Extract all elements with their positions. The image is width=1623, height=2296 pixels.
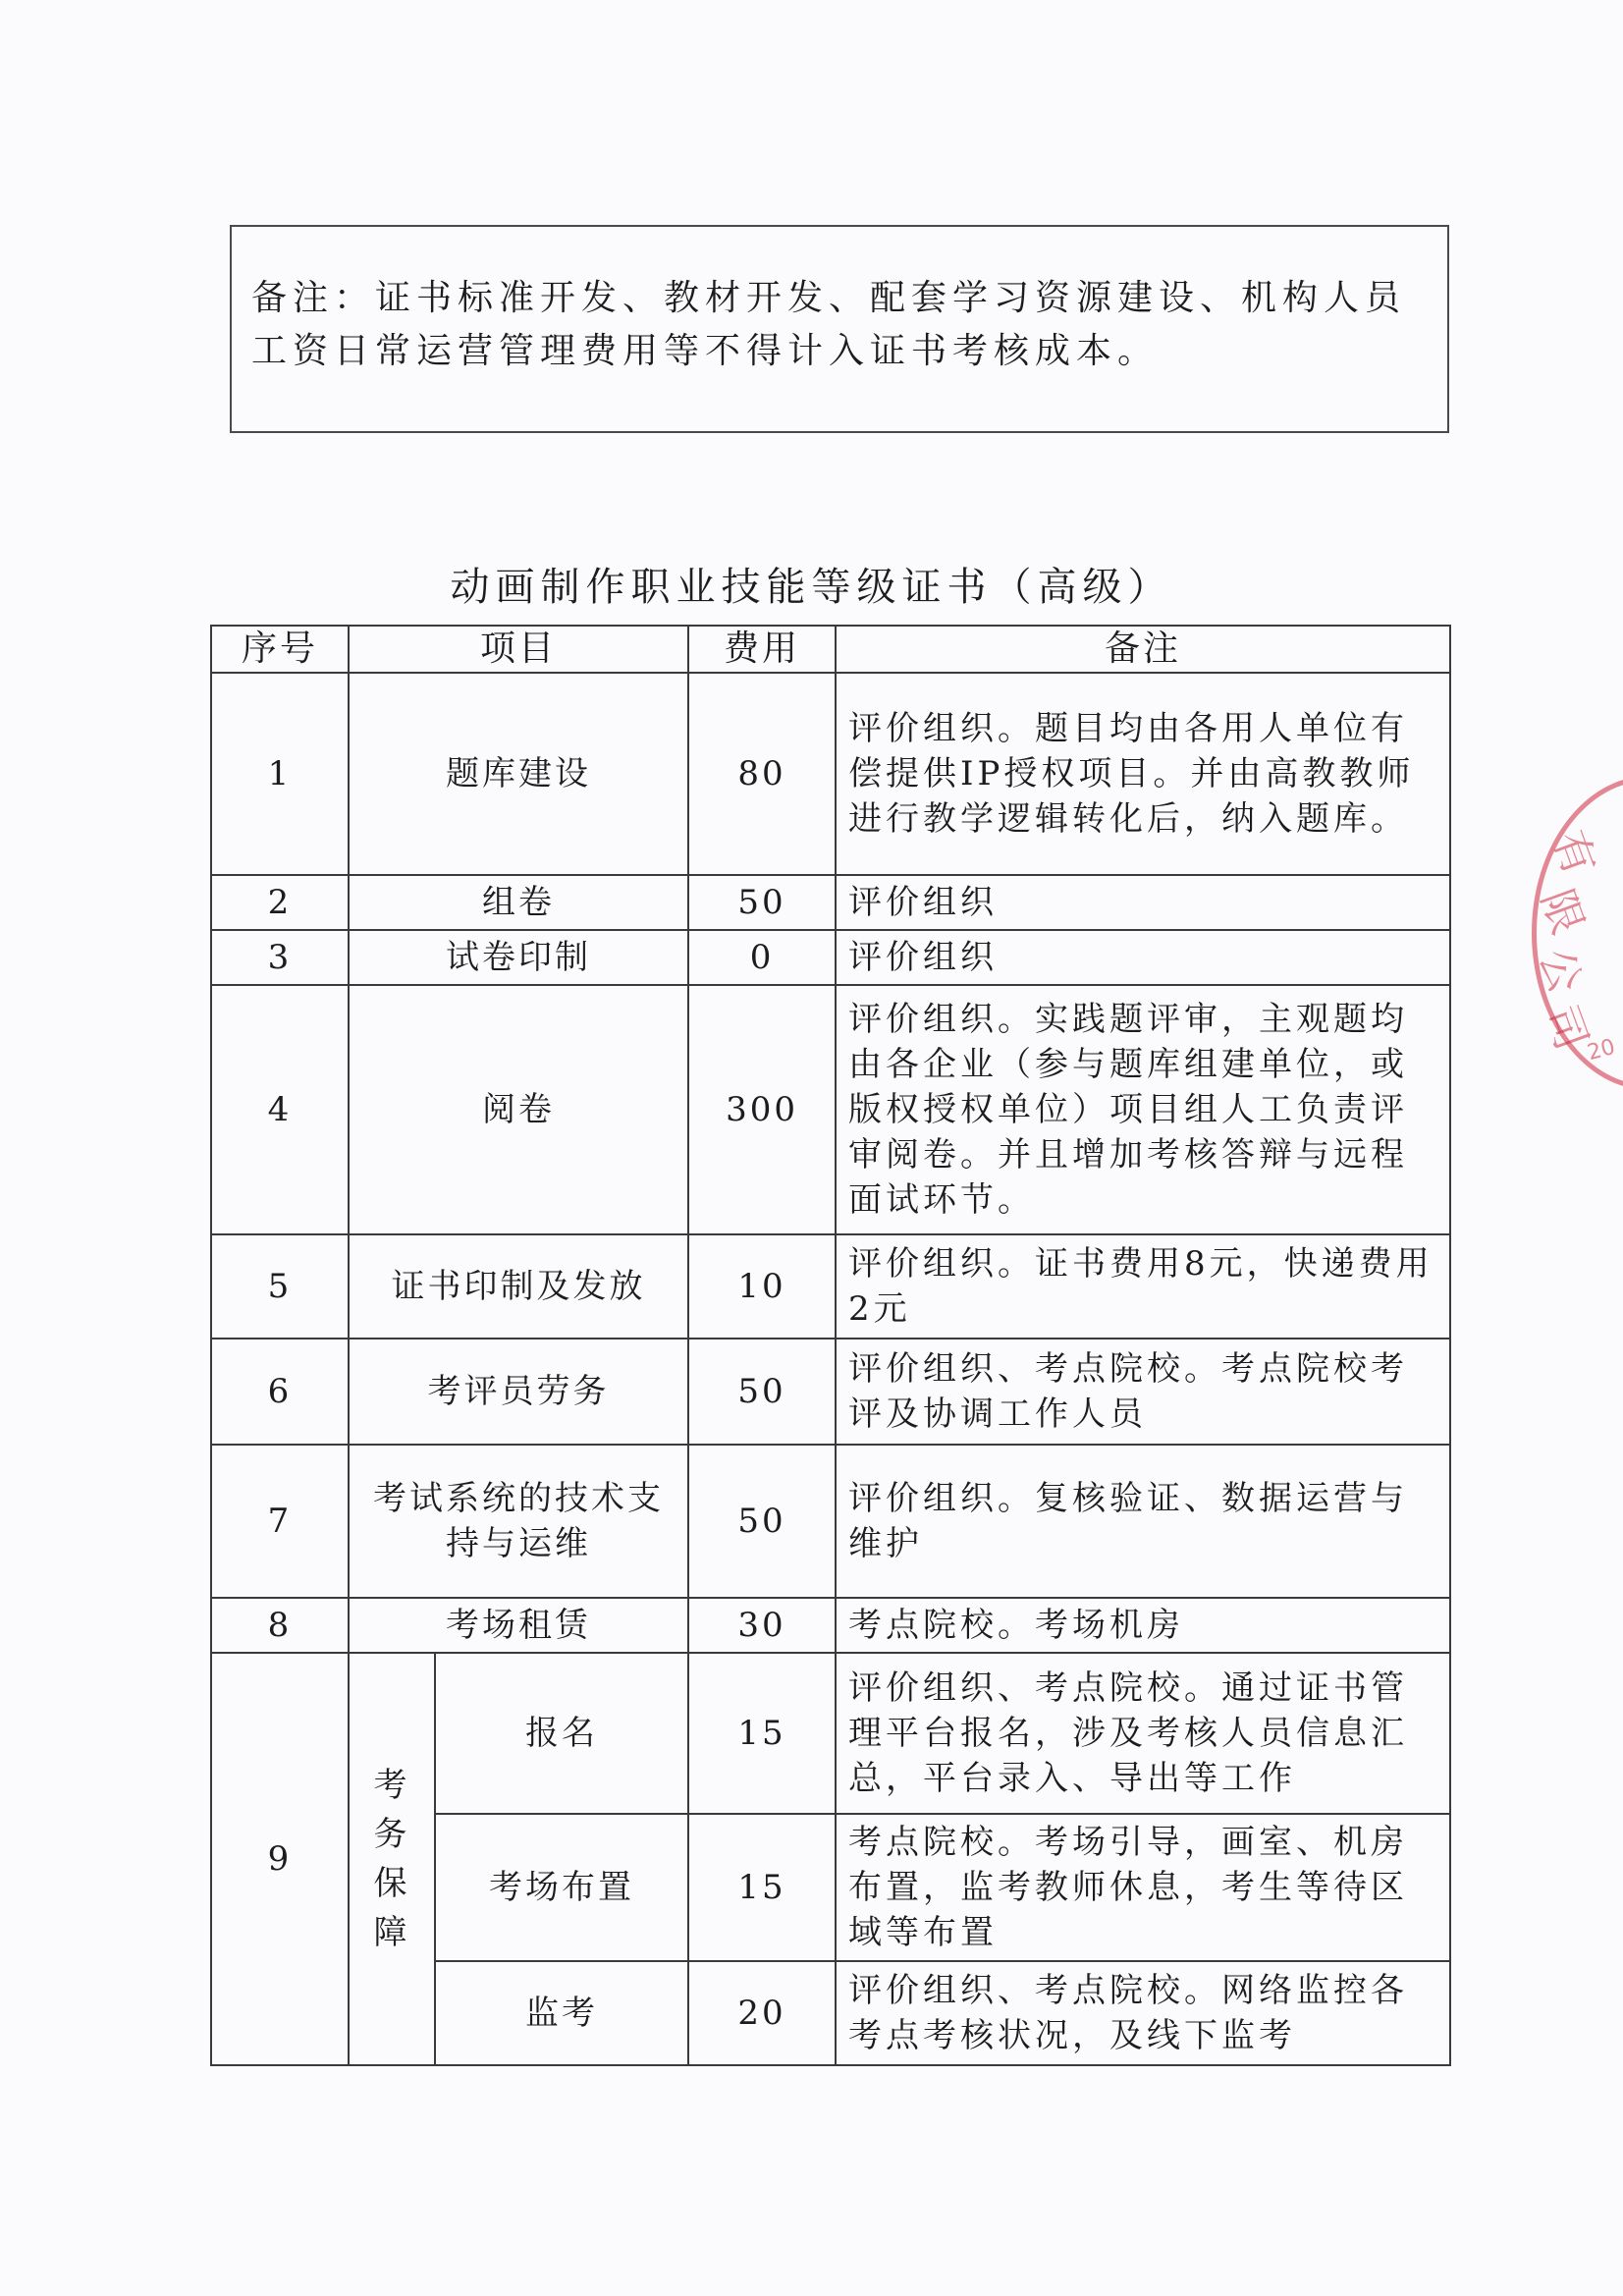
header-remark: 备注 — [836, 626, 1450, 673]
row-remark: 考点院校。考场机房 — [836, 1598, 1450, 1653]
fee-table — [210, 625, 1451, 2066]
row-no: 8 — [211, 1598, 349, 1653]
table-row — [211, 875, 1450, 930]
header-fee: 费用 — [688, 626, 836, 673]
row-remark: 评价组织、考点院校。考点院校考评及协调工作人员 — [836, 1339, 1450, 1445]
row-no: 7 — [211, 1445, 349, 1598]
subrow-item: 考场布置 — [435, 1814, 688, 1961]
row-remark: 评价组织。复核验证、数据运营与维护 — [836, 1445, 1450, 1598]
row-remark: 评价组织。证书费用8元，快递费用2元 — [836, 1234, 1450, 1339]
row-remark: 评价组织。题目均由各用人单位有偿提供IP授权项目。并由高教教师进行教学逻辑转化后，纳入题库。 — [836, 673, 1450, 875]
row-fee: 50 — [688, 875, 836, 930]
row-fee: 80 — [688, 673, 836, 875]
cost-note-text: 备注：证书标准开发、教材开发、配套学习资源建设、机构人员工资日常运营管理费用等不得计入证书考核成本。 — [251, 278, 1407, 371]
subrow-remark: 考点院校。考场引导，画室、机房布置，监考教师休息，考生等待区域等布置 — [836, 1814, 1450, 1961]
table-row — [211, 930, 1450, 985]
row-fee: 50 — [688, 1445, 836, 1598]
group-label-char: 保 — [373, 1864, 410, 1903]
row-no: 1 — [211, 673, 349, 875]
row-fee: 30 — [688, 1598, 836, 1653]
seal-year: 20 — [1585, 1034, 1618, 1066]
row-item: 组卷 — [349, 875, 688, 930]
subrow-fee: 15 — [688, 1814, 836, 1961]
seal-char: 公 — [1529, 942, 1592, 1000]
seal-char: 限 — [1531, 883, 1594, 941]
seal-char: 司 — [1535, 999, 1597, 1057]
group-label-char: 考 — [373, 1766, 410, 1805]
row-no: 3 — [211, 930, 349, 985]
table-row — [211, 673, 1450, 875]
row-fee: 300 — [688, 985, 836, 1234]
seal-char: 有 — [1542, 824, 1605, 882]
subrow-fee: 15 — [688, 1653, 836, 1814]
row-item: 考场租赁 — [349, 1598, 688, 1653]
subrow-fee: 20 — [688, 1961, 836, 2065]
row-remark: 评价组织 — [836, 930, 1450, 985]
subrow-remark: 评价组织、考点院校。通过证书管理平台报名，涉及考核人员信息汇总，平台录入、导出等工作 — [836, 1653, 1450, 1814]
table-row — [211, 985, 1450, 1234]
row-item: 考评员劳务 — [349, 1339, 688, 1445]
row-no: 6 — [211, 1339, 349, 1445]
document-title: 动画制作职业技能等级证书（高级） — [450, 565, 1173, 610]
header-item: 项目 — [349, 626, 688, 673]
row-item: 证书印制及发放 — [349, 1234, 688, 1339]
subrow-item: 报名 — [435, 1653, 688, 1814]
row-fee: 10 — [688, 1234, 836, 1339]
row-item: 试卷印制 — [349, 930, 688, 985]
table-row — [211, 1339, 1450, 1445]
cost-note-box — [230, 225, 1449, 433]
table-row — [211, 1234, 1450, 1339]
row-no: 4 — [211, 985, 349, 1234]
group-label-char: 障 — [373, 1913, 410, 1952]
table-row — [211, 1445, 1450, 1598]
table-row — [211, 1598, 1450, 1653]
subrow-item: 监考 — [435, 1961, 688, 2065]
row-remark: 评价组织。实践题评审，主观题均由各企业（参与题库组建单位，或版权授权单位）项目组人工负责评审阅卷。并且增加考核答辩与远程面试环节。 — [836, 985, 1450, 1234]
group-label — [349, 1653, 435, 2065]
row-item: 考试系统的技术支持与运维 — [349, 1445, 688, 1598]
row-no: 5 — [211, 1234, 349, 1339]
group-no: 9 — [211, 1653, 349, 2065]
table-row — [211, 1653, 1450, 1814]
row-item: 阅卷 — [349, 985, 688, 1234]
row-fee: 50 — [688, 1339, 836, 1445]
subrow-remark: 评价组织、考点院校。网络监控各考点考核状况，及线下监考 — [836, 1961, 1450, 2065]
company-seal — [1529, 776, 1623, 1090]
row-remark: 评价组织 — [836, 875, 1450, 930]
row-no: 2 — [211, 875, 349, 930]
row-fee: 0 — [688, 930, 836, 985]
group-label-char: 务 — [373, 1815, 410, 1854]
table-header-row — [211, 626, 1450, 673]
row-item: 题库建设 — [349, 673, 688, 875]
header-no: 序号 — [211, 626, 349, 673]
